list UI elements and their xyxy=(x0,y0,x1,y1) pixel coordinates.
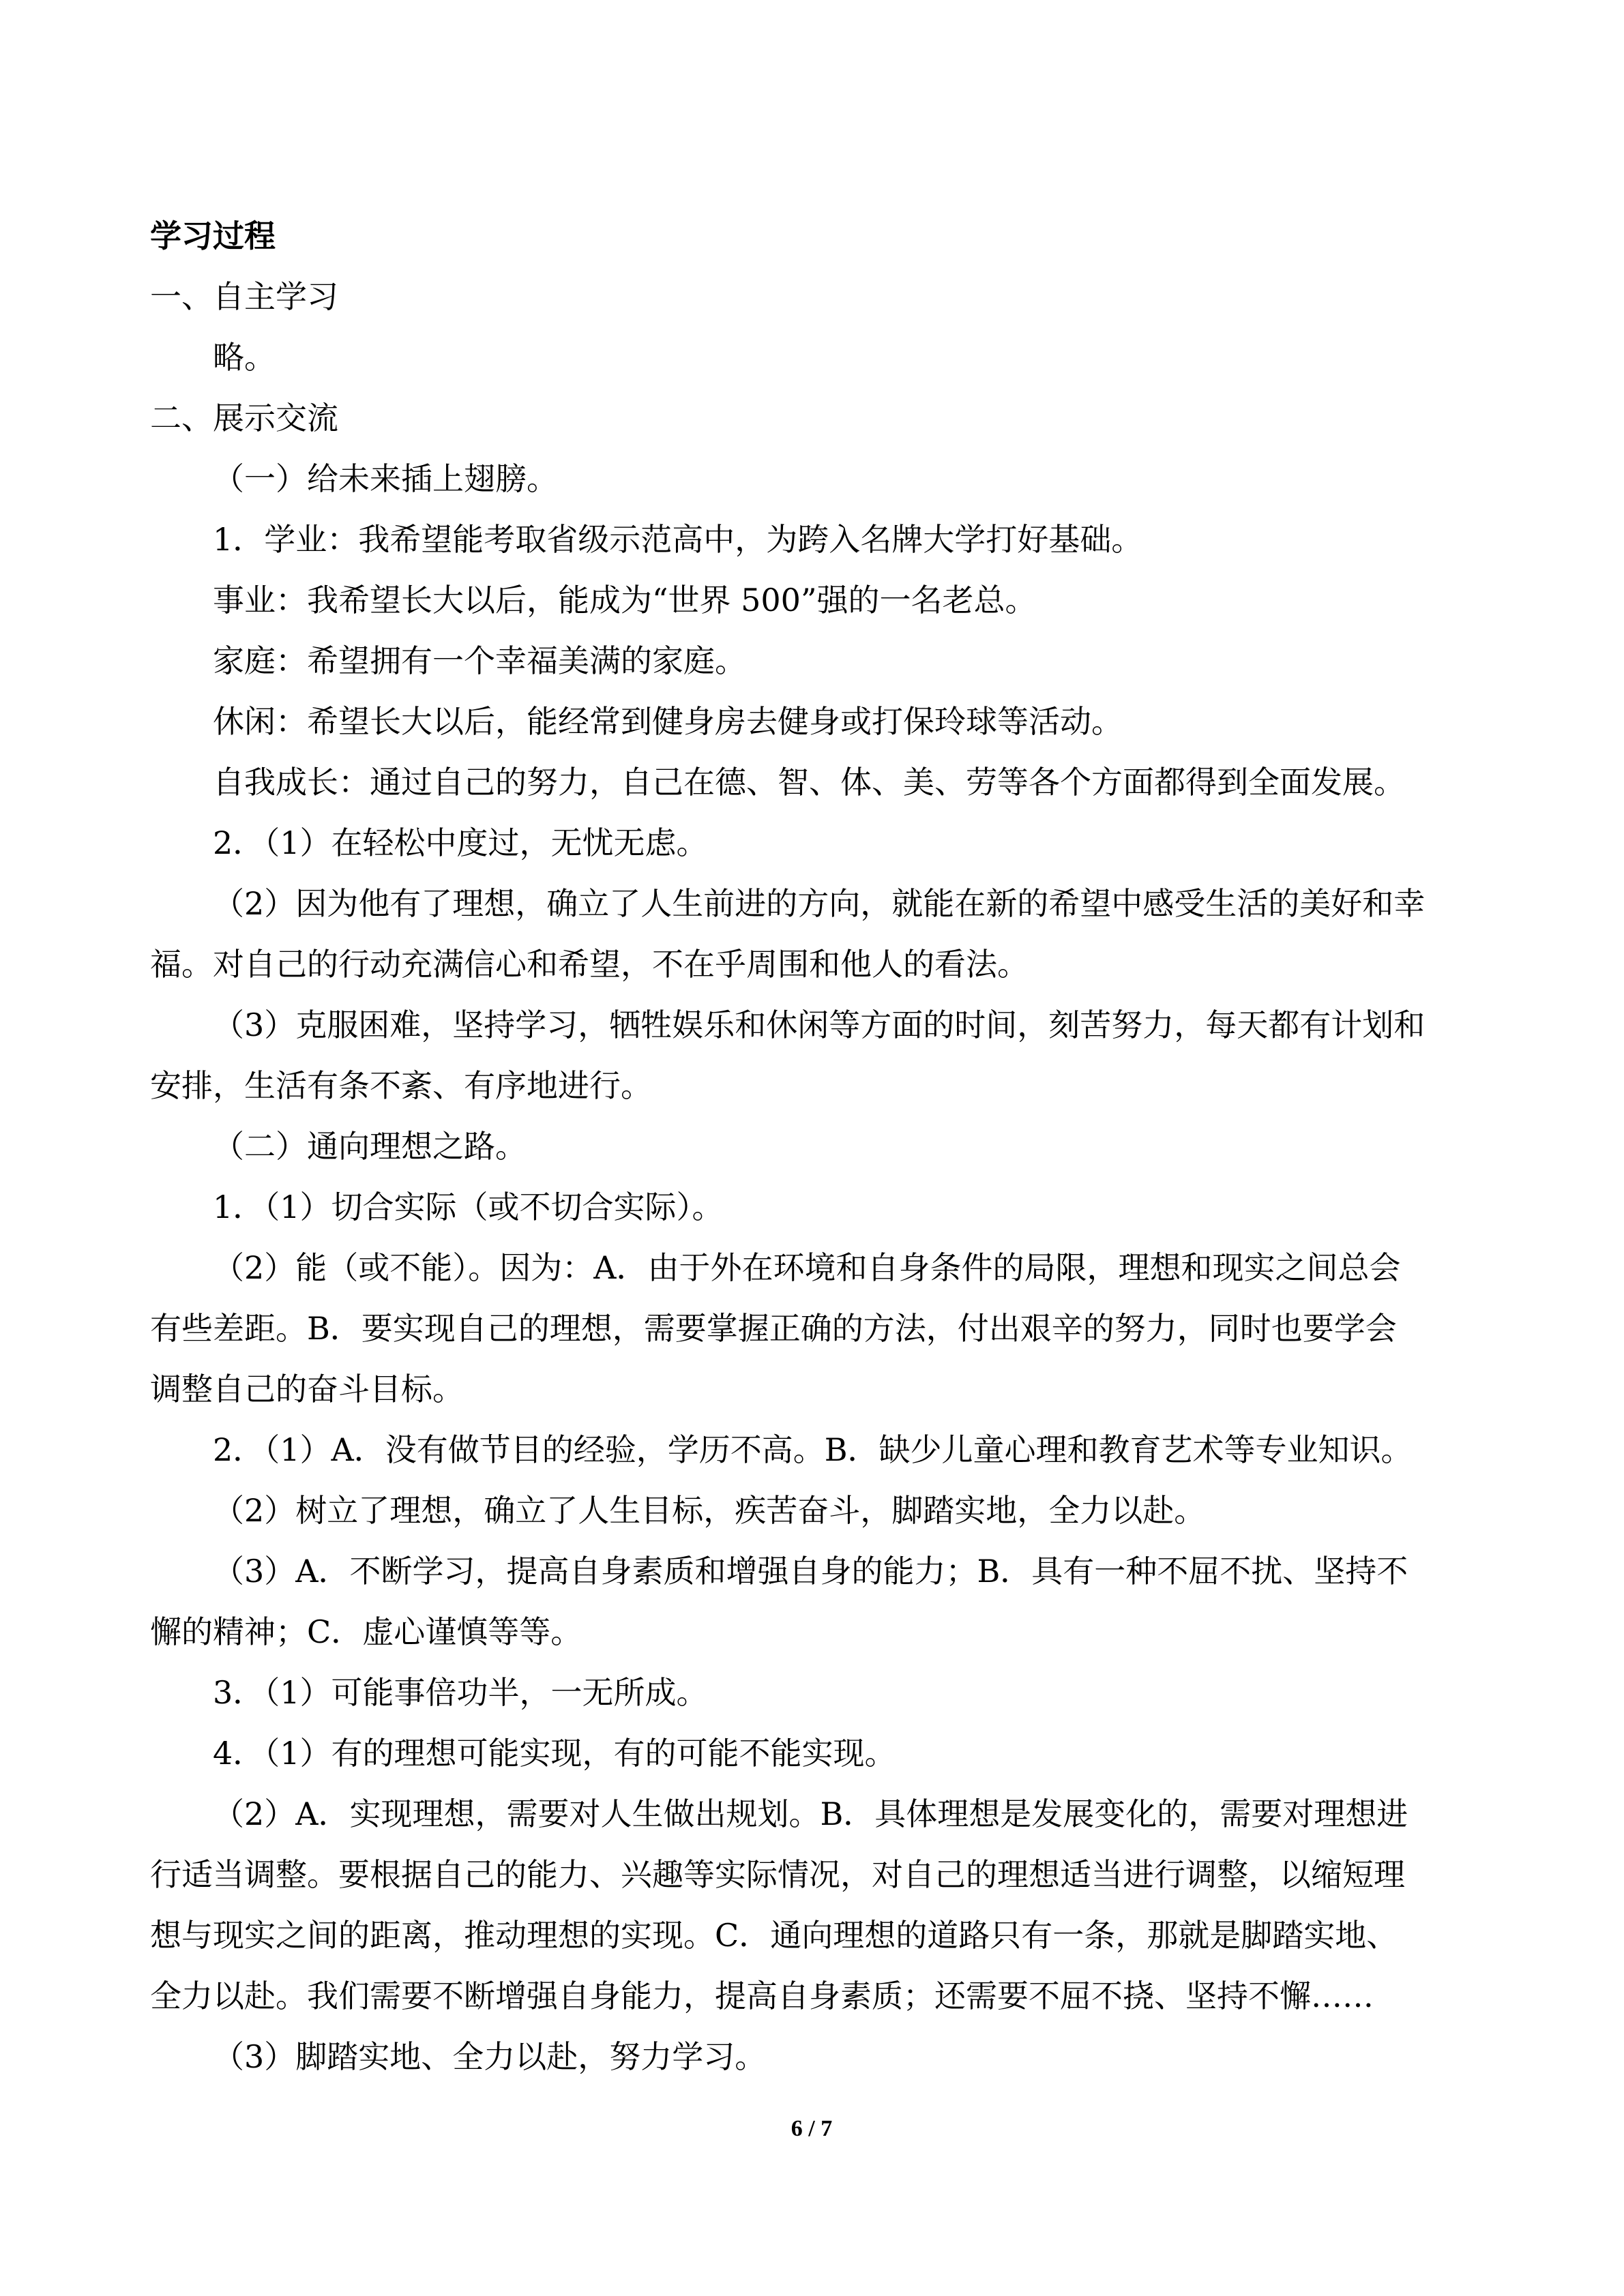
paragraph: 1．学业：我希望能考取省级示范高中，为跨入名牌大学打好基础。 xyxy=(213,521,1143,558)
paragraph: 懈的精神；C．虚心谨慎等等。 xyxy=(150,1613,582,1650)
paragraph: （3）克服困难，坚持学习，牺牲娱乐和休闲等方面的时间，刻苦努力，每天都有计划和 xyxy=(213,1007,1426,1043)
paragraph: 二、展示交流 xyxy=(150,400,338,436)
paragraph: 休闲：希望长大以后，能经常到健身房去健身或打保玲球等活动。 xyxy=(213,703,1123,740)
paragraph: 略。 xyxy=(213,339,276,376)
paragraph: 福。对自己的行动充满信心和希望，不在乎周围和他人的看法。 xyxy=(150,946,1029,983)
paragraph: 2．（1）在轻松中度过，无忧无虑。 xyxy=(213,824,708,861)
paragraph: 3．（1）可能事倍功半，一无所成。 xyxy=(213,1674,708,1711)
paragraph: （2）能（或不能）。因为：A．由于外在环境和自身条件的局限，理想和现实之间总会 xyxy=(213,1249,1401,1286)
paragraph: （3）脚踏实地、全力以赴，努力学习。 xyxy=(213,2038,767,2075)
paragraph: 有些差距。B．要实现自己的理想，需要掌握正确的方法，付出艰辛的努力，同时也要学会 xyxy=(150,1310,1397,1347)
paragraph: （2）A．实现理想，需要对人生做出规划。B．具体理想是发展变化的，需要对理想进 xyxy=(213,1795,1408,1832)
paragraph: 家庭：希望拥有一个幸福美满的家庭。 xyxy=(213,642,746,679)
paragraph: （一）给未来插上翅膀。 xyxy=(213,460,558,497)
paragraph: （2）因为他有了理想，确立了人生前进的方向，就能在新的希望中感受生活的美好和幸 xyxy=(213,885,1426,922)
paragraph: 想与现实之间的距离，推动理想的实现。C．通向理想的道路只有一条，那就是脚踏实地、 xyxy=(150,1917,1398,1954)
paragraph: （3）A．不断学习，提高自身素质和增强自身的能力；B．具有一种不屈不扰、坚持不 xyxy=(213,1553,1408,1590)
paragraph: 调整自己的奋斗目标。 xyxy=(150,1371,464,1407)
paragraph: 事业：我希望长大以后，能成为“世界 500”强的一名老总。 xyxy=(213,582,1037,618)
section-title: 学习过程 xyxy=(150,218,276,254)
paragraph: 全力以赴。我们需要不断增强自身能力，提高自身素质；还需要不屈不挠、坚持不懈…… xyxy=(150,1978,1374,2014)
page-number: 6 / 7 xyxy=(791,2116,833,2141)
paragraph: 自我成长：通过自己的努力，自己在德、智、体、美、劳等各个方面都得到全面发展。 xyxy=(213,764,1405,801)
paragraph: 1．（1）切合实际（或不切合实际）。 xyxy=(213,1189,724,1225)
paragraph: （二）通向理想之路。 xyxy=(213,1128,527,1165)
paragraph: 2．（1）A．没有做节目的经验，学历不高。B．缺少儿童心理和教育艺术等专业知识。 xyxy=(213,1431,1413,1468)
paragraph: 安排，生活有条不紊、有序地进行。 xyxy=(150,1067,652,1104)
paragraph: 一、自主学习 xyxy=(150,278,338,315)
paragraph: 行适当调整。要根据自己的能力、兴趣等实际情况，对自己的理想适当进行调整，以缩短理 xyxy=(150,1856,1405,1893)
paragraph: 4．（1）有的理想可能实现，有的可能不能实现。 xyxy=(213,1735,896,1772)
paragraph: （2）树立了理想，确立了人生目标，疾苦奋斗，脚踏实地，全力以赴。 xyxy=(213,1492,1206,1529)
